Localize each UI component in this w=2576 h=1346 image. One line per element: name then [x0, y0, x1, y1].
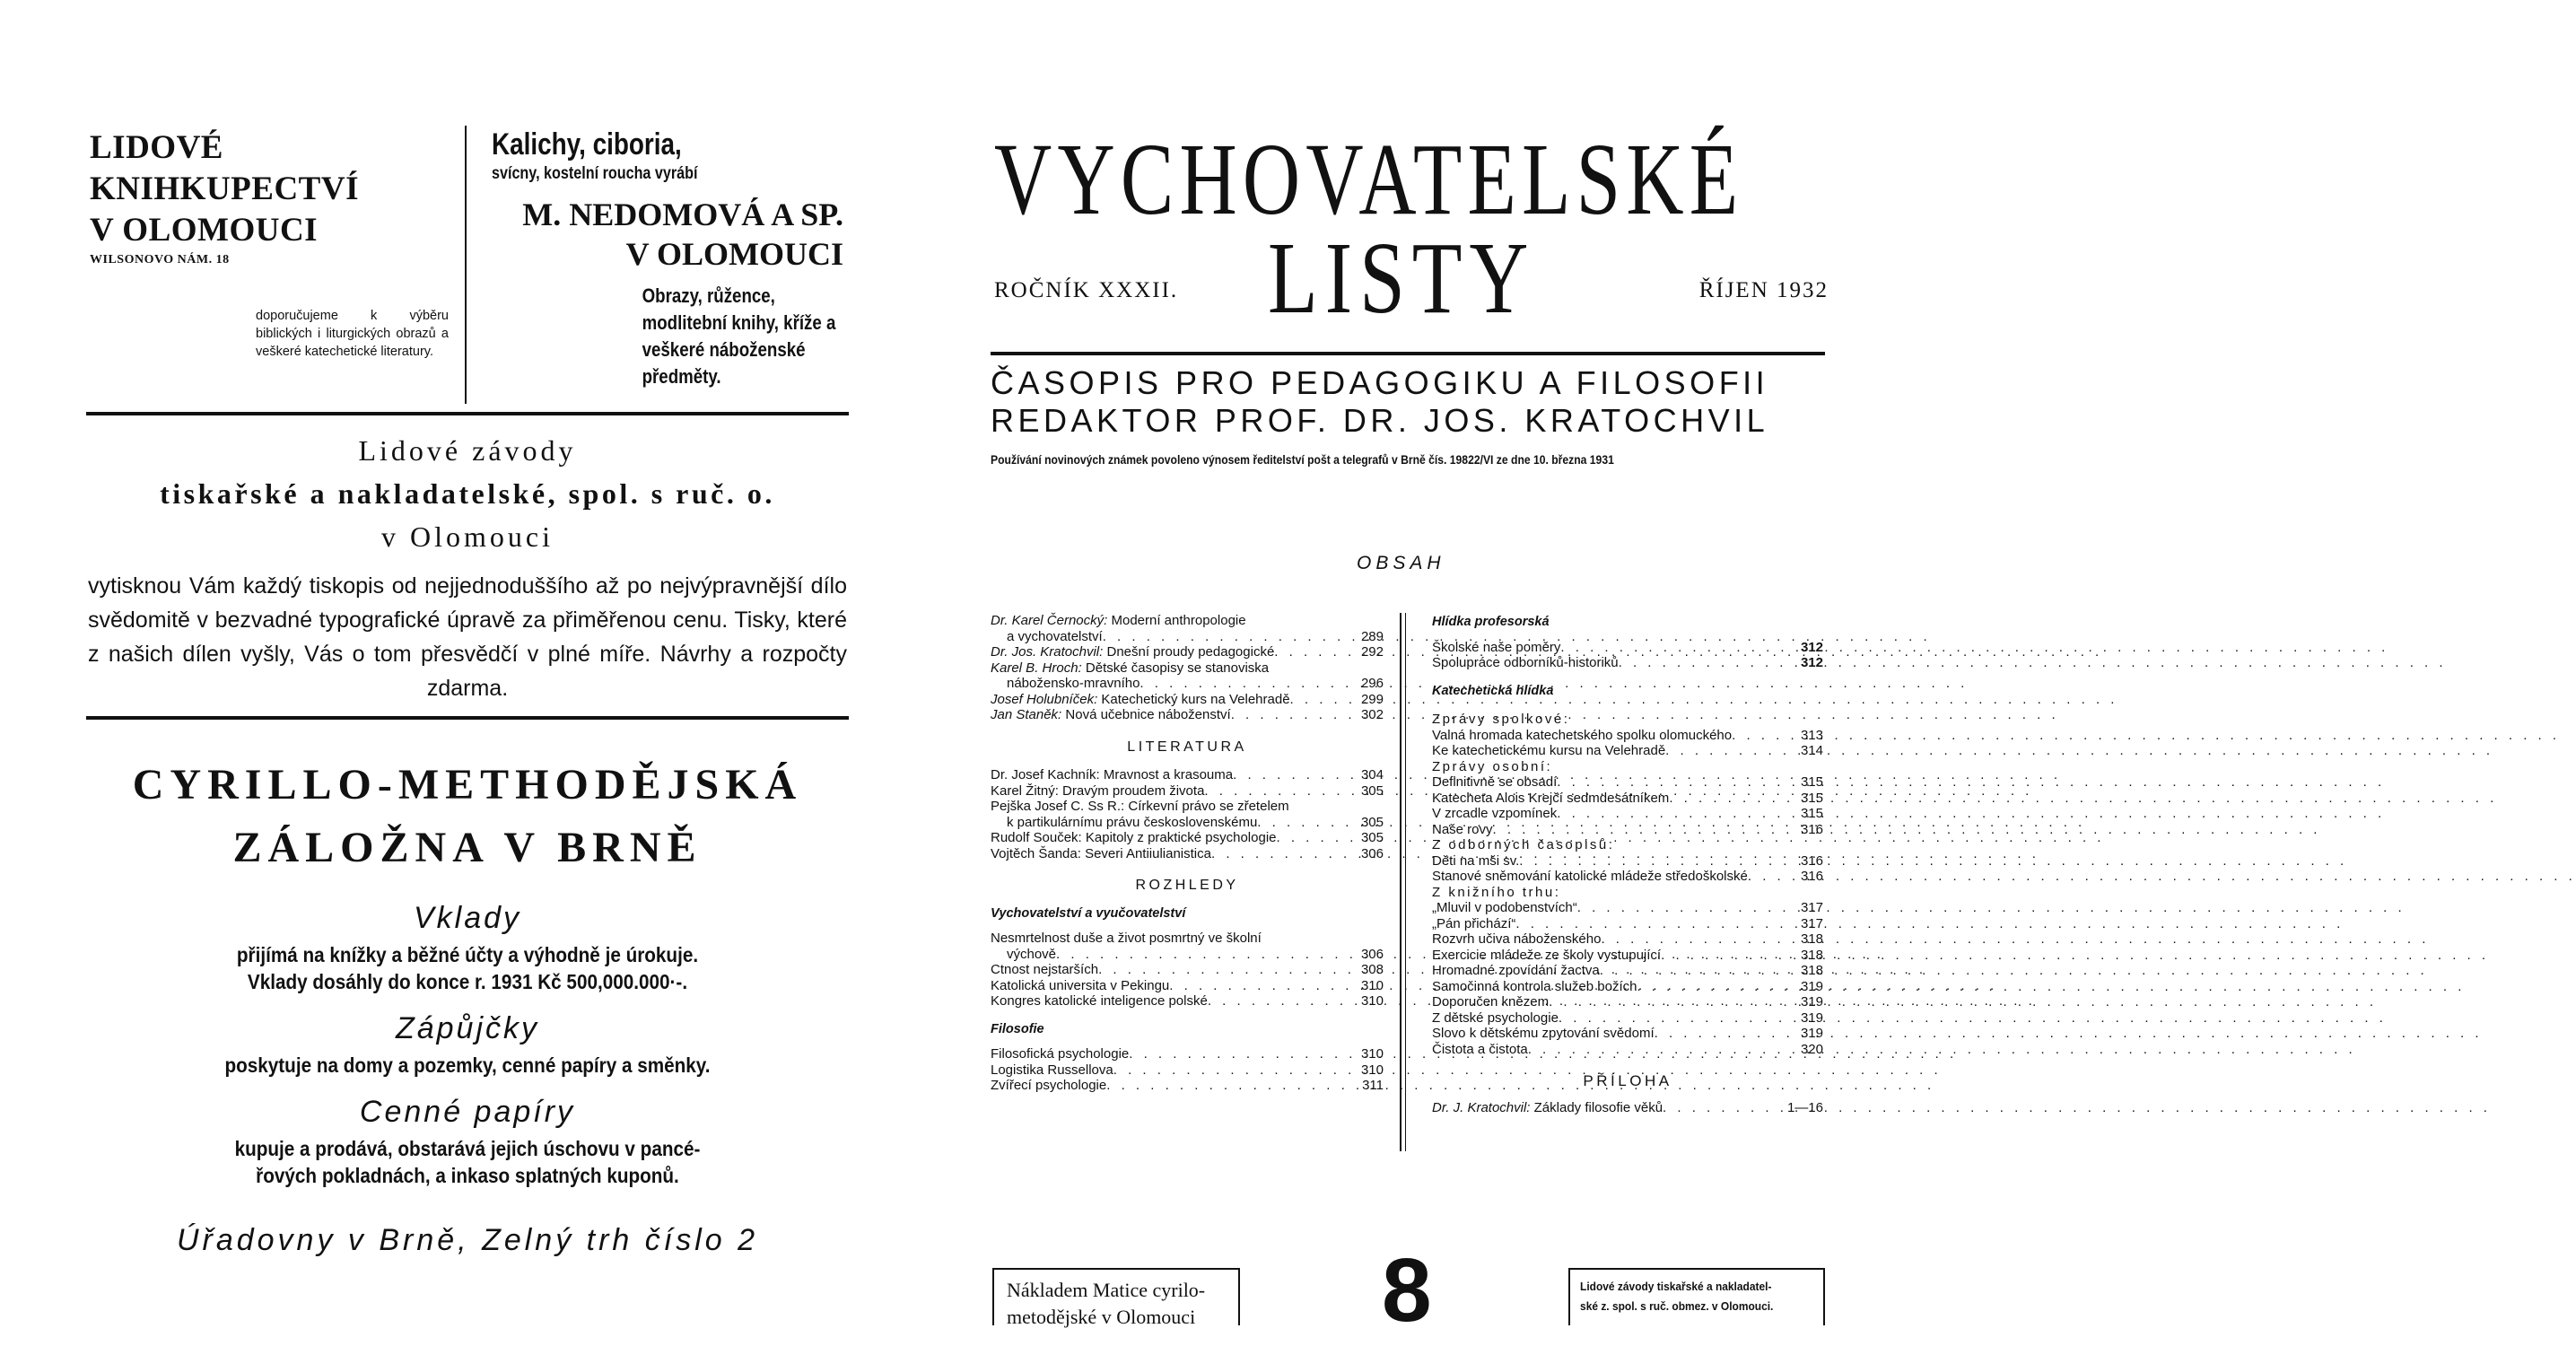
toc-title-cont: výchově	[1007, 946, 1057, 962]
toc-page: 302	[1360, 707, 1384, 722]
toc-page: 313	[1800, 727, 1823, 743]
toc-subsection-filosofie: Filosofie	[991, 1021, 1044, 1036]
ad-nedomova-subheading: svícny, kostelní roucha vyrábí	[492, 164, 698, 183]
toc-title: Dětské časopisy se stanoviska	[1085, 660, 1270, 676]
toc-title: Valná hromada katechetského spolku olomuckého	[1432, 727, 1733, 743]
toc-title: Samočinná kontrola služeb božích	[1432, 978, 1637, 994]
toc-title: Kongres katolické inteligence polské	[991, 993, 1208, 1009]
toc-entry	[1432, 728, 1823, 744]
toc-title: „Pán přichází“	[1432, 915, 1516, 931]
toc-page: 306	[1360, 946, 1384, 962]
ad-knih-line-2: KNIHKUPECTVÍ	[90, 170, 359, 207]
zalozna-section-heading-vklady: Vklady	[413, 901, 522, 935]
toc-page: 299	[1360, 691, 1384, 707]
masthead-subtitle-2: REDAKTOR PROF. DR. JOS. KRATOCHVIL	[991, 402, 1769, 439]
toc-entry	[991, 931, 1384, 947]
toc-entry	[991, 962, 1384, 978]
toc-page: 314	[1800, 743, 1823, 758]
toc-page: 312	[1800, 639, 1823, 655]
printer-box-text	[1570, 1270, 1803, 1316]
zalozna-section-text: přijímá na knížky a běžné účty a výhodně je úrokuje.	[236, 943, 699, 966]
toc-title: Definitivně se obsadí	[1432, 774, 1558, 790]
toc-entry	[991, 1046, 1384, 1062]
toc-page: 316	[1800, 852, 1823, 869]
toc-entry	[1432, 900, 1823, 916]
toc-entry	[1432, 1042, 1823, 1058]
toc-page: 308	[1360, 962, 1384, 977]
toc-entry	[991, 707, 1384, 723]
toc-column-2	[1432, 613, 1823, 1115]
toc-title: Základy filosofie věků	[1533, 1099, 1663, 1115]
toc-entry	[1432, 822, 1823, 838]
toc-entry	[991, 767, 1384, 783]
masthead-subtitle	[991, 364, 1825, 440]
toc-author: Karel B. Hroch:	[991, 660, 1082, 676]
toc-group-zpravy-spolkove: Zprávy spolkové:	[1432, 712, 1570, 727]
toc-title: Slovo k dětskému zpytování svědomí	[1432, 1026, 1655, 1041]
toc-title: Dr. Josef Kachník: Mravnost a krasouma	[991, 767, 1234, 782]
toc-author: Josef Holubníček:	[991, 691, 1098, 707]
toc-entry	[1432, 963, 1823, 979]
toc-title: Katechetický kurs na Velehradě	[1101, 691, 1290, 707]
horizontal-divider-2	[86, 716, 849, 720]
printer-box	[1568, 1268, 1825, 1325]
ad-zavody-title-3: v Olomouci	[381, 520, 554, 553]
toc-author: Dr. J. Kratochvil:	[1432, 1099, 1531, 1115]
toc-title: Spolupráce odborníků-historiků	[1432, 655, 1619, 670]
ad-nedomova-firm-1: M. NEDOMOVÁ A SP.	[522, 197, 843, 232]
toc-title: Katolická universita v Pekingu	[991, 977, 1170, 993]
toc-entry	[991, 629, 1384, 645]
toc-title: Ke katechetickému kursu na Velehradě	[1432, 743, 1666, 758]
ad-zavody-title-1: Lidové závody	[358, 434, 577, 467]
masthead-rule	[991, 352, 1825, 355]
toc-entry	[991, 830, 1384, 846]
toc-title: Doporučen knězem	[1432, 994, 1550, 1010]
toc-title: Z dětské psychologie	[1432, 1010, 1559, 1026]
toc-entry	[991, 644, 1384, 660]
toc-column-divider	[1400, 613, 1402, 1151]
zalozna-section-heading-zapujcky: Zápůjčky	[395, 1011, 540, 1045]
toc-subsection-vychovatelstvi: Vychovatelství a vyučovatelství	[991, 905, 1186, 921]
emblem-mark: 8	[1382, 1240, 1432, 1341]
toc-title: Stanové sněmování katolické mládeže středoškolské	[1432, 869, 1748, 884]
toc-title-cont: nábožensko-mravního	[1007, 676, 1140, 691]
printer-box-line-2: ské z. spol. s ruč. obmez. v Olomouci.	[1580, 1299, 1774, 1313]
toc-title-cont: k partikulárnímu právu československému	[1007, 814, 1258, 830]
toc-section-priloha: PŘÍLOHA	[1583, 1072, 1672, 1089]
ad-lidove-zavody	[88, 429, 847, 705]
toc-title: Filosofická psychologie	[991, 1046, 1130, 1062]
toc-page: 289	[1360, 628, 1384, 644]
toc-page: 311	[1362, 1078, 1384, 1093]
toc-author: Dr. Jos. Kratochvil:	[991, 644, 1104, 660]
toc-page: 310	[1360, 1062, 1384, 1078]
toc-title: Nesmrtelnost duše a život posmrtný ve školní	[991, 931, 1262, 946]
zalozna-section-text: poskytuje na domy a pozemky, cenné papíry a směnky.	[224, 1053, 711, 1077]
toc-page: 316	[1800, 869, 1823, 884]
ad-nedomova	[492, 127, 843, 390]
toc-entry	[1432, 640, 1823, 656]
horizontal-divider-1	[86, 412, 849, 415]
toc-entry	[991, 1062, 1384, 1079]
toc-entry	[991, 783, 1384, 800]
masthead-title-line-1: VYCHOVATELSKÉ	[994, 122, 1744, 236]
toc-entry	[1432, 791, 1823, 807]
ad-zalozna-name-1: CYRILLO-METHODĚJSKÁ	[132, 761, 803, 808]
toc-title: Rudolf Souček: Kapitoly z praktické psychologie	[991, 830, 1277, 845]
masthead-volume: ROČNÍK XXXII.	[994, 278, 1179, 302]
publisher-box-text	[994, 1270, 1238, 1331]
toc-title: Karel Žitný: Dravým proudem života	[991, 782, 1205, 799]
ad-zalozna-name-2: ZÁLOŽNA V BRNĚ	[232, 824, 703, 871]
toc-entry	[991, 613, 1384, 629]
ad-knihkupectvi	[90, 127, 449, 359]
toc-page: 318	[1800, 931, 1823, 947]
toc-title: Naše rovy	[1432, 821, 1493, 837]
toc-page: 310	[1360, 993, 1384, 1009]
toc-column-1	[991, 613, 1384, 1094]
toc-group-z-odbornych-casopisu: Z odborných časopisů:	[1432, 837, 1615, 852]
toc-page: 319	[1800, 978, 1823, 994]
toc-page: 310	[1360, 977, 1384, 993]
publisher-box-line-2: metodějské v Olomouci	[1007, 1306, 1196, 1328]
toc-title: Ctnost nejstarších	[991, 962, 1099, 977]
ad-nedomova-heading: Kalichy, ciboria,	[492, 127, 682, 162]
toc-section-literatura: LITERATURA	[1127, 739, 1247, 755]
ad-zalozna-footer: Úřadovny v Brně, Zelný trh číslo 2	[176, 1223, 759, 1257]
toc-page: 319	[1800, 994, 1823, 1010]
toc-entry	[991, 846, 1384, 862]
toc-author: Jan Staněk:	[991, 707, 1062, 722]
toc-page: 319	[1800, 1010, 1823, 1026]
ad-zavody-body: vytisknou Vám každý tiskopis od nejjednoduššího až po nejvýpravnější dílo svědomitě v bezvadné typografické úpravě za přiměřenou cenu. Tisky, které z našich dílen vyšly, Vás o tom přesvědčí v plné míře. Návrhy a rozpočty zdarma.	[88, 573, 847, 701]
vertical-divider	[465, 126, 467, 404]
contents-heading: OBSAH	[1357, 553, 1445, 573]
toc-title: Vojtěch Šanda: Severi Antiiulianistica	[991, 845, 1211, 861]
toc-page: 315	[1800, 774, 1823, 790]
toc-entry	[1432, 1010, 1823, 1027]
toc-page: 317	[1800, 915, 1823, 931]
toc-entry	[1432, 948, 1823, 964]
toc-entry	[1432, 806, 1823, 822]
toc-page: 305	[1360, 814, 1384, 830]
toc-title: Děti na mši sv.	[1432, 852, 1520, 869]
toc-title: „Mluvil v podobenstvích“	[1432, 900, 1577, 915]
toc-entry	[991, 993, 1384, 1010]
toc-entry	[1432, 869, 1823, 885]
ad-knih-description: doporučujeme k výběru biblických i liturgických obrazů a veškeré katechetické literatury.	[256, 309, 449, 359]
toc-page: 312	[1800, 655, 1823, 670]
toc-column-divider-inner	[1405, 613, 1406, 1151]
toc-title: Logistika Russellova	[991, 1062, 1113, 1078]
toc-page: 306	[1360, 845, 1384, 861]
zalozna-section-heading-cenne-papiry: Cenné papíry	[359, 1095, 576, 1129]
toc-title: Katecheta Alois Krejčí sedmdesátníkem	[1432, 790, 1670, 806]
toc-title: Dnešní proudy pedagogické	[1106, 644, 1275, 660]
toc-title-cont: a vychovatelství	[1007, 628, 1103, 644]
toc-title: Školské naše poměry	[1432, 639, 1561, 655]
toc-entry	[991, 978, 1384, 994]
toc-page: 319	[1800, 1026, 1823, 1041]
toc-page: 305	[1360, 782, 1384, 799]
toc-entry	[991, 676, 1384, 692]
toc-page: 315	[1800, 806, 1823, 821]
ad-knih-line-3: V OLOMOUCI	[90, 212, 319, 249]
printer-box-line-1: Lidové závody tiskařské a nakladatel-	[1580, 1280, 1772, 1293]
toc-entry	[1432, 1026, 1823, 1042]
toc-entry	[1432, 853, 1823, 870]
toc-title: Zvířecí psychologie	[991, 1078, 1107, 1093]
zalozna-section-text: řových pokladnách, a inkaso splatných kuponů.	[256, 1164, 679, 1187]
toc-page: 292	[1360, 644, 1384, 660]
toc-page: 318	[1800, 947, 1823, 963]
toc-title: Čistota a čistota	[1432, 1041, 1528, 1057]
toc-entry	[991, 1078, 1384, 1094]
toc-entry	[1432, 979, 1823, 995]
ad-knih-line-1: LIDOVÉ	[90, 129, 223, 166]
toc-entry	[1432, 916, 1823, 932]
ad-nedomova-products: Obrazy, růžence, modlitební knihy, kříže a veškeré náboženské předměty.	[642, 284, 836, 388]
toc-title: Pejška Josef C. Ss R.: Církevní právo se zřetelem	[991, 799, 1289, 814]
publisher-box	[992, 1268, 1240, 1328]
toc-page: 305	[1360, 830, 1384, 845]
toc-group-z-knizniho-trhu: Z knižního trhu:	[1432, 884, 1561, 900]
ad-zavody-title-2: tiskařské a nakladatelské, spol. s ruč. o.	[160, 477, 775, 510]
masthead-title-line-2: LISTY	[1268, 221, 1536, 335]
toc-entry	[991, 947, 1384, 963]
left-page	[0, 0, 926, 1346]
toc-title: Nová učebnice náboženství	[1065, 707, 1231, 722]
masthead-date: ŘÍJEN 1932	[1698, 278, 1829, 302]
toc-page: 1—16	[1786, 1099, 1823, 1115]
toc-group-zpravy-osobni: Zprávy osobní:	[1432, 758, 1553, 774]
toc-entry	[1432, 655, 1823, 671]
toc-entry	[1432, 994, 1823, 1010]
toc-title: V zrcadle vzpomínek	[1432, 806, 1558, 821]
toc-page: 315	[1800, 790, 1823, 806]
zalozna-section-text: kupuje a prodává, obstarává jejich úschovu v pancé-	[234, 1137, 701, 1160]
toc-author: Dr. Karel Černocký:	[991, 613, 1108, 628]
publisher-box-line-1: Nákladem Matice cyrilo-	[1007, 1279, 1206, 1301]
toc-entry	[991, 660, 1384, 677]
toc-entry	[1432, 931, 1823, 948]
postal-note: Používání novinových známek povoleno výnosem ředitelství pošt a telegrafů v Brně čís. 19822/VI ze dne 10. března 1931	[991, 453, 1614, 467]
toc-page: 296	[1360, 676, 1384, 691]
toc-entry	[991, 799, 1384, 815]
toc-entry	[991, 692, 1384, 708]
ad-knih-address: WILSONOVO NÁM. 18	[90, 253, 230, 267]
toc-subsection-katecheticka-hlidka: Katechetická hlídka	[1432, 683, 1554, 698]
toc-entry	[1432, 743, 1823, 759]
toc-page: 317	[1800, 900, 1823, 915]
toc-title: Exercicie mládeže ze školy vystupující	[1432, 947, 1662, 963]
toc-page: 320	[1800, 1041, 1823, 1057]
toc-section-rozhledy: ROZHLEDY	[1135, 878, 1239, 893]
toc-page: 310	[1360, 1046, 1384, 1062]
toc-entry	[1432, 774, 1823, 791]
toc-page: 318	[1800, 963, 1823, 978]
toc-page: 316	[1800, 821, 1823, 837]
masthead	[994, 122, 1829, 335]
toc-title: Moderní anthropologie	[1111, 613, 1246, 628]
toc-entry	[991, 815, 1384, 831]
toc-title: Hromadné zpovídání žactva	[1432, 963, 1600, 978]
zalozna-section-text: Vklady dosáhly do konce r. 1931 Kč 500,000.000·-.	[247, 970, 688, 993]
toc-title: Rozvrh učiva náboženského	[1432, 931, 1602, 947]
ad-nedomova-firm-2: V OLOMOUCI	[625, 236, 843, 272]
ad-zalozna	[88, 754, 847, 1258]
masthead-subtitle-1: ČASOPIS PRO PEDAGOGIKU A FILOSOFII	[991, 364, 1769, 401]
toc-entry	[1432, 1100, 1823, 1116]
toc-page: 304	[1360, 767, 1384, 782]
toc-subsection-hlidka-profesorska: Hlídka profesorská	[1432, 615, 1550, 629]
